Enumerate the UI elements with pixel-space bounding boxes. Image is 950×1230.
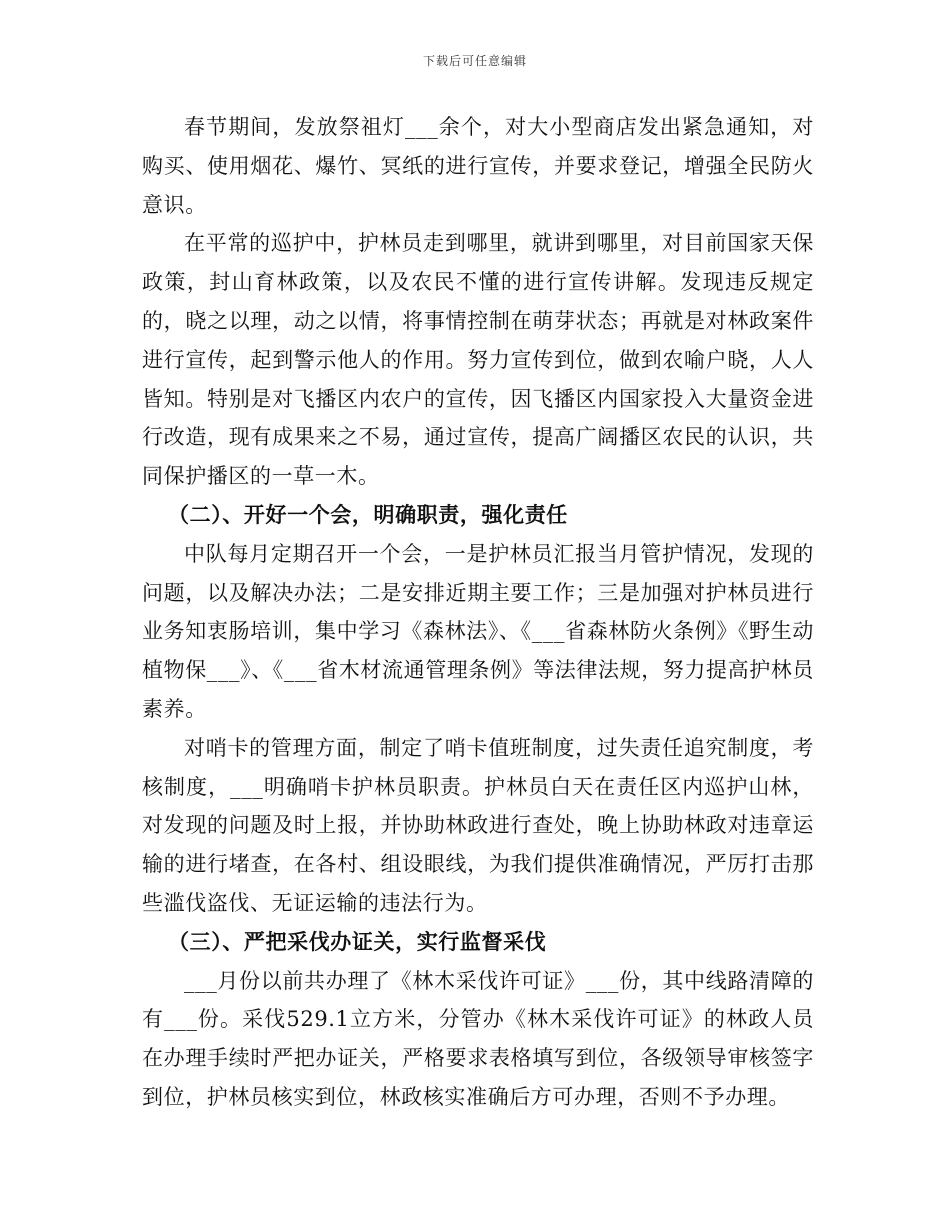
paragraph-logging-permit: ___月份以前共办理了《林木采伐许可证》___份，其中线路清障的有___份。采伐529.1立方米，分管办《林木采伐许可证》的林政人员在办理手续时严把办证关，严格要求表格填写到位，各级领导审核签字到位，护林员核实到位，林政核实准确后方可办理，否则不予办理。 (142, 968, 814, 1109)
section-heading-logging-permit: （三）、严把采伐办证关，实行监督采伐 (168, 928, 547, 954)
paragraph-monthly-meeting: 中队每月定期召开一个会，一是护林员汇报当月管护情况，发现的问题，以及解决办法；二是安排近期主要工作；三是加强对护林员进行业务知衷肠培训，集中学习《森林法》、《___省森林防火条例》《野生动植物保___》、《___省木材流通管理条例》等法律法规，努力提高护林员素养。 (142, 541, 814, 721)
section-heading-meeting: （二）、开好一个会，明确职责，强化责任 (168, 501, 568, 527)
page-header: 下载后可任意编辑 (422, 54, 527, 68)
paragraph-checkpoint-management: 对哨卡的管理方面，制定了哨卡值班制度，过失责任追究制度，考核制度，___明确哨卡护林员职责。护林员白天在责任区内巡护山林，对发现的问题及时上报，并协助林政进行查处，晚上协助林政对违章运输的进行堵查，在各村、组设眼线，为我们提供准确情况，严厉打击那些滥伐盗伐、无证运输的违法行为。 (142, 735, 814, 915)
document-body (142, 108, 814, 1117)
paragraph-patrol-publicity: 在平常的巡护中，护林员走到哪里，就讲到哪里，对目前国家天保政策，封山育林政策，以及农民不懂的进行宣传讲解。发现违反规定的，晓之以理，动之以情，将事情控制在萌芽状态；再就是对林政案件进行宣传，起到警示他人的作用。努力宣传到位，做到农喻户晓，人人皆知。特别是对飞播区内农户的宣传，因飞播区内国家投入大量资金进行改造，现有成果来之不易，通过宣传，提高广阔播区农民的认识，共同保护播区的一草一木。 (142, 231, 814, 489)
paragraph-spring-festival: 春节期间，发放祭祖灯___余个，对大小型商店发出紧急通知，对购买、使用烟花、爆竹、冥纸的进行宣传，并要求登记，增强全民防火意识。 (142, 115, 814, 217)
